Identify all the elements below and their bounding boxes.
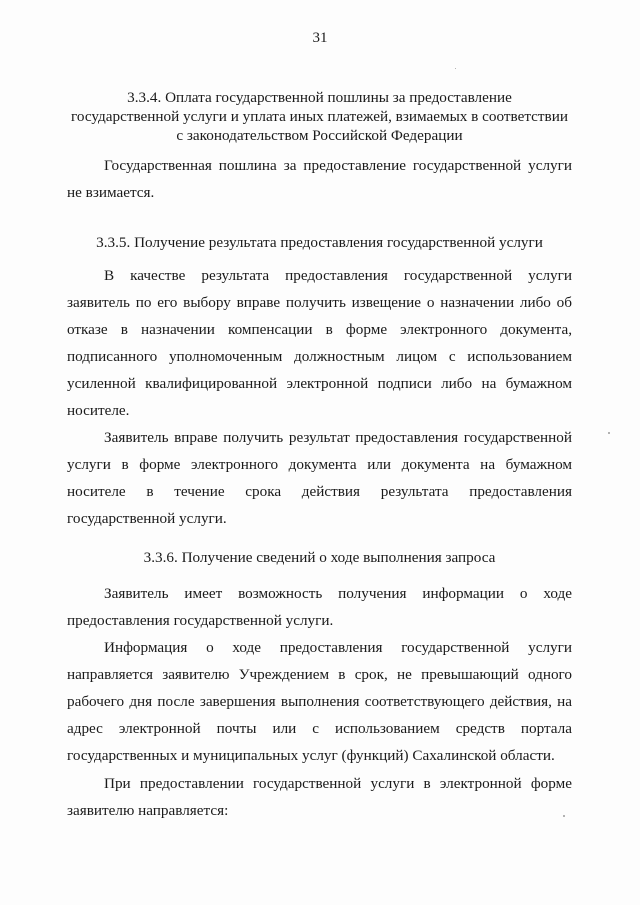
paragraph-line: заявитель по его выбору вправе получить извещение о назначении либо об: [67, 294, 572, 311]
paragraph-line: заявителю направляется:: [67, 802, 229, 819]
heading-line: с законодательством Российской Федерации: [176, 127, 463, 144]
paragraph-line: государственных и муниципальных услуг (функций) Сахалинской области.: [67, 747, 555, 764]
page-number: 31: [312, 30, 328, 46]
paragraph-line: носителе.: [67, 402, 130, 419]
heading-line: 3.3.6. Получение сведений о ходе выполнения запроса: [143, 549, 496, 566]
paragraph-line: Государственная пошлина за предоставление государственной услуги: [104, 157, 572, 174]
scan-speck: [608, 432, 610, 434]
paragraph-line: рабочего дня после завершения выполнения соответствующего действия, на: [67, 693, 572, 710]
section-heading-3-3-6: [67, 548, 572, 567]
paragraph-line: носителе в течение срока действия результата предоставления: [67, 483, 572, 500]
paragraph-status-2: [67, 634, 572, 769]
paragraph-fee: [67, 152, 572, 206]
paragraph-line: отказе в назначении компенсации в форме электронного документа,: [67, 321, 572, 338]
paragraph-result-2: [67, 424, 572, 532]
paragraph-line: подписанного уполномоченным должностным лицом с использованием: [67, 348, 572, 365]
scan-speck: [563, 815, 565, 817]
heading-line: 3.3.4. Оплата государственной пошлины за предоставление: [127, 89, 512, 106]
paragraph-line: При предоставлении государственной услуги в электронной форме: [104, 775, 572, 792]
paragraph-line: Заявитель вправе получить результат предоставления государственной: [104, 429, 572, 446]
paragraph-line: направляется заявителю Учреждением в срок, не превышающий одного: [67, 666, 572, 683]
paragraph-status-3: [67, 770, 572, 824]
paragraph-line: усиленной квалифицированной электронной подписи либо на бумажном: [67, 375, 572, 392]
section-heading-3-3-4: [67, 88, 572, 145]
paragraph-line: адрес электронной почты или с использованием средств портала: [67, 720, 572, 737]
paragraph-line: услуги в форме электронного документа или документа на бумажном: [67, 456, 572, 473]
paragraph-line: государственной услуги.: [67, 510, 227, 527]
paragraph-status-1: [67, 580, 572, 634]
paragraph-result-1: [67, 262, 572, 424]
heading-line: государственной услуги и уплата иных платежей, взимаемых в соответствии: [71, 108, 568, 125]
paragraph-line: предоставления государственной услуги.: [67, 612, 334, 629]
scan-speck: [455, 68, 456, 69]
section-heading-3-3-5: [67, 233, 572, 252]
heading-line: 3.3.5. Получение результата предоставления государственной услуги: [96, 234, 543, 251]
paragraph-line: Заявитель имеет возможность получения информации о ходе: [104, 585, 572, 602]
paragraph-line: Информация о ходе предоставления государственной услуги: [104, 639, 572, 656]
paragraph-line: В качестве результата предоставления государственной услуги: [104, 267, 572, 284]
paragraph-line: не взимается.: [67, 184, 155, 201]
